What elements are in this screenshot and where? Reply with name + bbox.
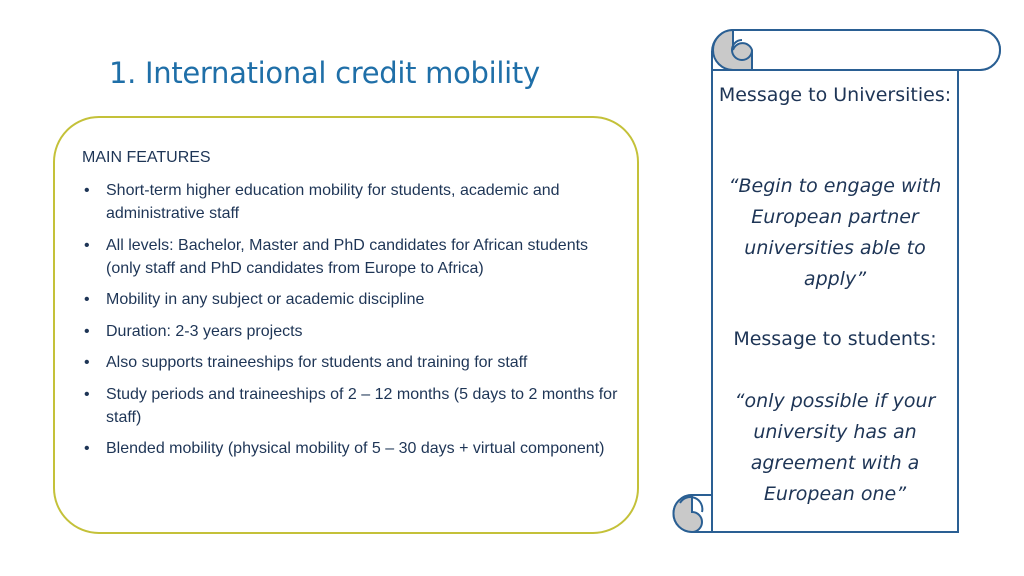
slide-title: 1. International credit mobility: [109, 56, 540, 90]
bullet: •: [84, 385, 90, 403]
bullet: •: [84, 322, 90, 340]
list-item-text: Study periods and traineeships of 2 – 12 months (5 days to 2 months for staff): [106, 385, 618, 426]
list-item-text: Blended mobility (physical mobility of 5 – 30 days + virtual component): [106, 440, 605, 457]
list-item-text: Mobility in any subject or academic discipline: [106, 291, 425, 308]
scroll-top-roll: [712, 30, 1000, 70]
universities-message-label: Message to Universities:: [718, 84, 952, 106]
list-item-text: Short-term higher education mobility for students, academic and administrative staff: [106, 182, 560, 222]
list-item-text: All levels: Bachelor, Master and PhD candidates for African students (only staff and PhD candidates from Europe to Africa): [106, 236, 589, 277]
universities-message-quote: “Begin to engage with European partner universities able to apply”: [728, 175, 942, 290]
students-message-quote: “only possible if your university has an agreement with a European one”: [734, 390, 936, 505]
bullet: •: [84, 291, 90, 308]
students-message-label: Message to students:: [733, 328, 937, 350]
bullet: •: [84, 236, 90, 254]
list-item-text: Also supports traineeships for students and training for staff: [106, 354, 528, 371]
bullet: •: [84, 182, 90, 199]
features-heading: MAIN FEATURES: [82, 149, 211, 166]
list-item-text: Duration: 2-3 years projects: [106, 322, 303, 340]
bullet: •: [84, 354, 90, 371]
bullet: •: [84, 440, 90, 457]
